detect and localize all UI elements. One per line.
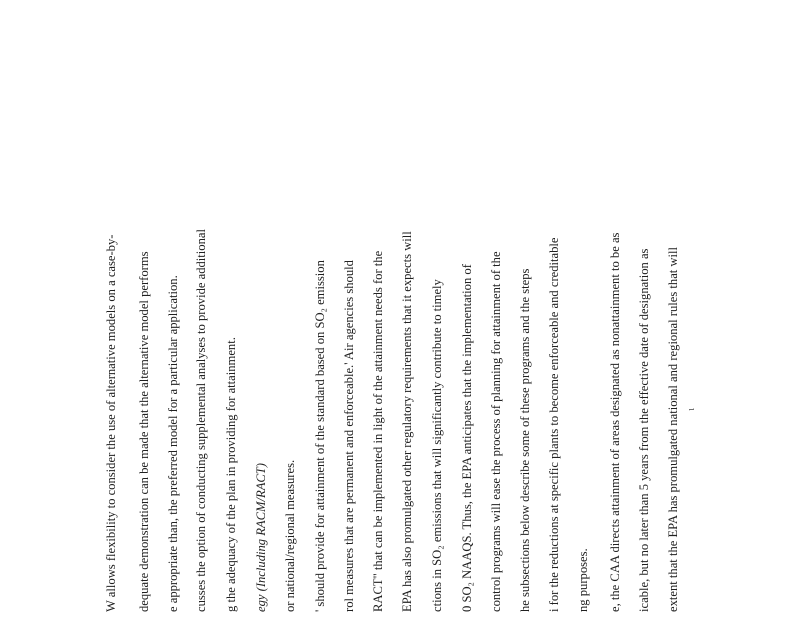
text-line-20: extent that the EPA has promulgated national and regional rules that will: [666, 246, 680, 612]
text-line-10: RACT" that can be implemented in light of the attainment needs for the: [371, 250, 385, 612]
text-line-19: icable, but no later than 5 years from the effective date of designation as: [637, 248, 651, 612]
text-line-12: ctions in SO₂ emissions that will significantly contribute to timely: [430, 279, 444, 612]
text-line-9: rol measures that are permanent and enforceable.' Air agencies should: [342, 260, 356, 612]
text-line-4: cusses the option of conducting supplemental analyses to provide additional: [194, 229, 208, 612]
text-line-2: dequate demonstration can be made that the alternative model performs: [137, 251, 151, 612]
section-heading: egy (Including RACM/RACT): [254, 463, 268, 612]
text-line-11: EPA has also promulgated other regulatory requirements that it expects will: [400, 231, 414, 612]
text-line-7: or national/regional measures.: [283, 459, 297, 612]
text-line-13: 0 SO₂ NAAQS. Thus, the EPA anticipates that the implementation of: [460, 264, 474, 612]
text-line-17: ng purposes.: [576, 548, 590, 612]
stray-mark: ι: [685, 408, 697, 411]
text-line-18: e, the CAA directs attainment of areas designated as nonattainment to be as: [608, 232, 622, 612]
text-line-5: g the adequacy of the plan in providing for attainment.: [224, 337, 238, 612]
text-line-15: he subsections below describe some of these programs and the steps: [518, 268, 532, 612]
text-line-3: e appropriate than, the preferred model for a particular application.: [166, 275, 180, 612]
text-line-14: control programs will ease the process of planning for attainment of the: [489, 251, 503, 612]
text-line-1: W allows flexibility to consider the use of alternative models on a case-by-: [104, 234, 118, 612]
text-line-16: i for the reductions at specific plants to become enforceable and creditable: [547, 237, 561, 612]
text-line-8: ' should provide for attainment of the standard based on SO₂ emission: [313, 260, 327, 612]
